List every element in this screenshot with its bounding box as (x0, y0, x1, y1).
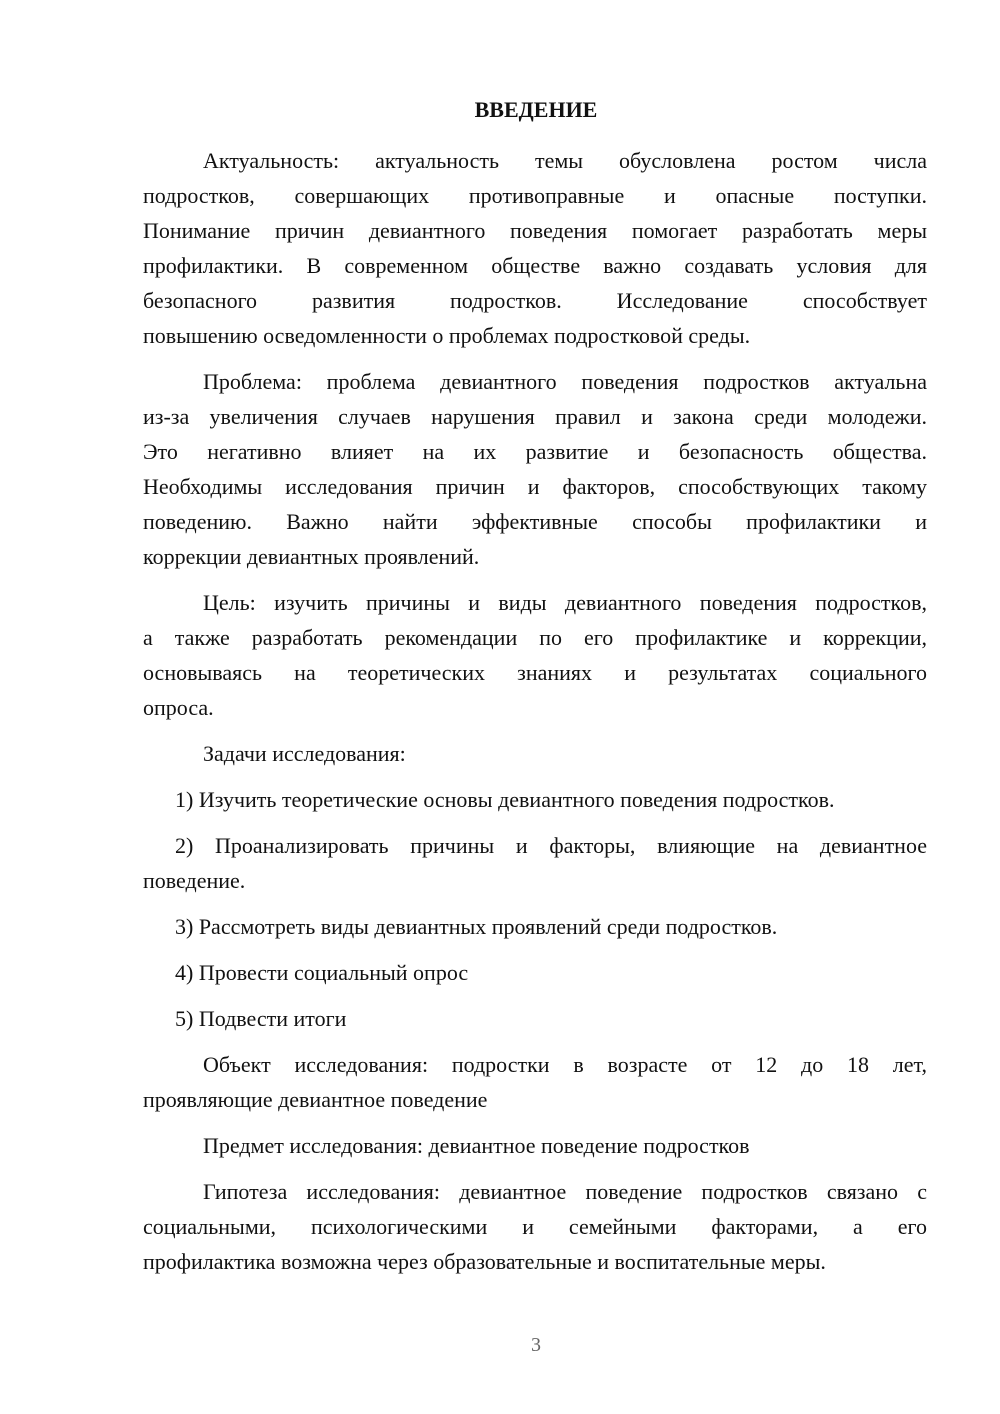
text-line: Актуальность: актуальность темы обусловлена ростом числа (203, 148, 927, 173)
text-line: 3) Рассмотреть виды девиантных проявлений среди подростков. (175, 914, 778, 939)
text-line: 1) Изучить теоретические основы девиантного поведения подростков. (175, 787, 835, 812)
text-line: Предмет исследования: девиантное поведение подростков (203, 1133, 750, 1158)
paragraph (143, 736, 927, 771)
text-line: Гипотеза исследования: девиантное поведение подростков связано с (203, 1179, 927, 1204)
text-line: основываясь на теоретических знаниях и результатах социального (143, 660, 927, 685)
list-item (143, 828, 927, 898)
text-line: а также разработать рекомендации по его профилактике и коррекции, (143, 625, 927, 650)
paragraph (143, 1128, 927, 1163)
text-line: профилактики. В современном обществе важно создавать условия для (143, 253, 927, 278)
text-line: коррекции девиантных проявлений. (143, 544, 480, 569)
text-line: 2) Проанализировать причины и факторы, влияющие на девиантное (175, 833, 927, 858)
paragraph (143, 1047, 927, 1117)
text-line: Понимание причин девиантного поведения помогает разработать меры (143, 218, 927, 243)
text-line: подростков, совершающих противоправные и опасные поступки. (143, 183, 927, 208)
text-line: Проблема: проблема девиантного поведения подростков актуальна (203, 369, 927, 394)
text-line: профилактика возможна через образовательные и воспитательные меры. (143, 1249, 826, 1274)
text-line: Необходимы исследования причин и факторов, способствующих такому (143, 474, 927, 499)
text-line: Задачи исследования: (203, 741, 406, 766)
text-line: поведение. (143, 868, 246, 893)
text-line: проявляющие девиантное поведение (143, 1087, 488, 1112)
list-item (143, 909, 927, 944)
page-title: ВВЕДЕНИЕ (474, 97, 598, 122)
list-item (143, 1001, 927, 1036)
text-line: 4) Провести социальный опрос (175, 960, 469, 985)
text-line: Объект исследования: подростки в возрасте от 12 до 18 лет, (203, 1052, 927, 1077)
paragraph (143, 364, 927, 574)
paragraph (143, 143, 927, 353)
text-line: повышению осведомленности о проблемах подростковой среды. (143, 323, 751, 348)
text-line: поведению. Важно найти эффективные способы профилактики и (143, 509, 927, 534)
text-line: 5) Подвести итоги (175, 1006, 347, 1031)
text-line: Цель: изучить причины и виды девиантного поведения подростков, (203, 590, 927, 615)
text-line: опроса. (143, 695, 214, 720)
document-body (143, 143, 927, 1290)
page-number: 3 (531, 1334, 541, 1356)
list-item (143, 955, 927, 990)
paragraph (143, 1174, 927, 1279)
text-line: безопасного развития подростков. Исследование способствует (143, 288, 927, 313)
list-item (143, 782, 927, 817)
text-line: Это негативно влияет на их развитие и безопасность общества. (143, 439, 927, 464)
text-line: социальными, психологическими и семейными факторами, а его (143, 1214, 927, 1239)
text-line: из-за увеличения случаев нарушения правил и закона среди молодежи. (143, 404, 927, 429)
paragraph (143, 585, 927, 725)
